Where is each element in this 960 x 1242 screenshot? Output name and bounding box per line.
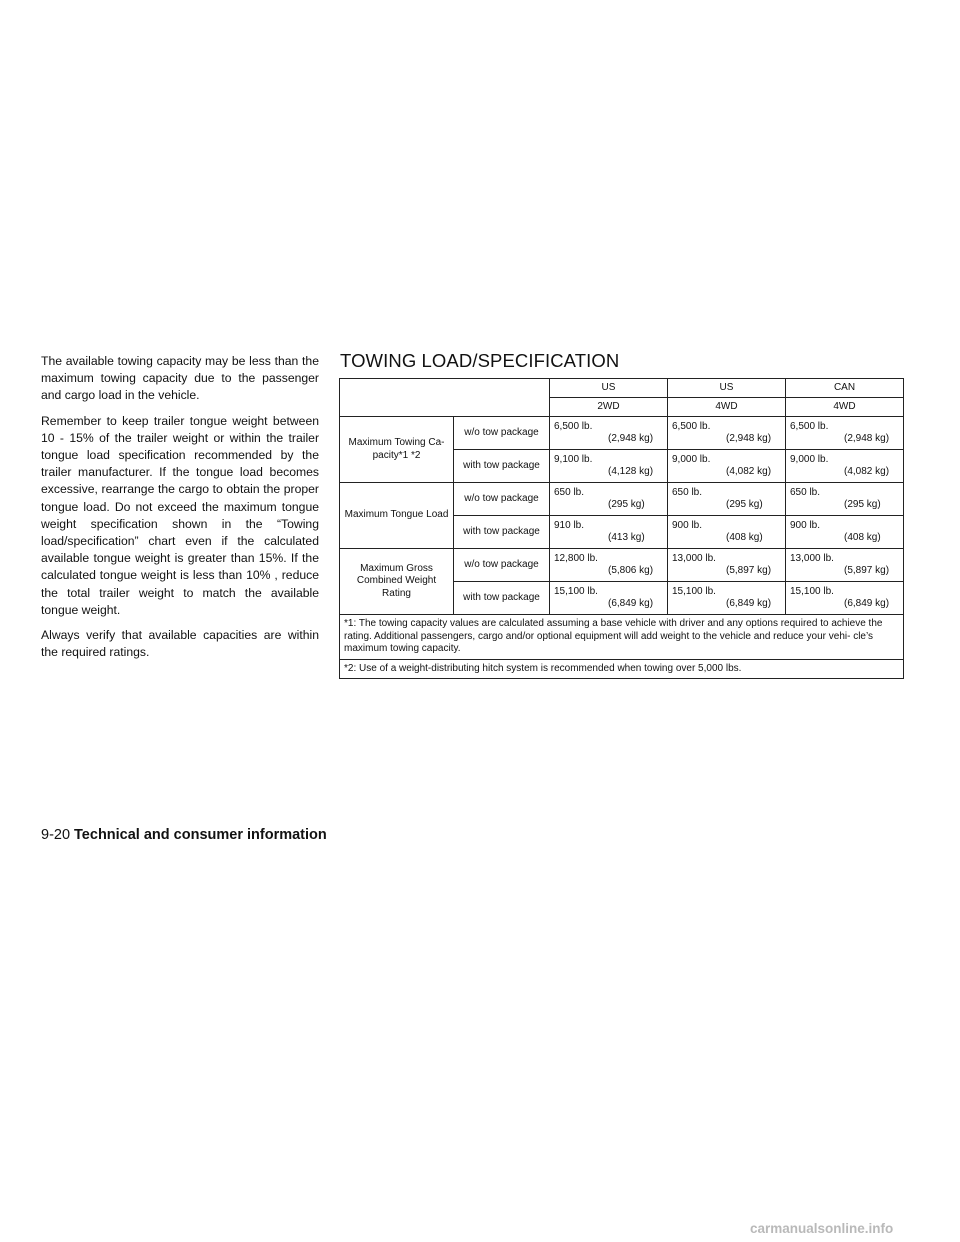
value-pounds: 900 lb. bbox=[672, 519, 703, 531]
towing-spec-table bbox=[339, 378, 904, 679]
value-kilograms: (295 kg) bbox=[608, 499, 645, 510]
spec-value-cell bbox=[786, 582, 904, 615]
drive-header: 2WD bbox=[550, 398, 668, 417]
value-pounds: 650 lb. bbox=[554, 486, 585, 498]
table-row bbox=[340, 417, 904, 450]
value-pounds: 6,500 lb. bbox=[790, 420, 829, 432]
spec-value-cell bbox=[668, 450, 786, 483]
package-label: w/o tow package bbox=[454, 483, 550, 516]
watermark-text: carmanualsonline.info bbox=[750, 1221, 894, 1236]
spec-value-cell bbox=[668, 582, 786, 615]
page-number: 9-20 bbox=[41, 827, 71, 843]
intro-text-column bbox=[41, 353, 319, 669]
spec-value-cell bbox=[550, 582, 668, 615]
value-pounds: 650 lb. bbox=[790, 486, 821, 498]
package-label: with tow package bbox=[454, 450, 550, 483]
spec-value-cell bbox=[550, 516, 668, 549]
market-header: US bbox=[668, 379, 786, 398]
spec-value-cell bbox=[786, 417, 904, 450]
spec-value-cell bbox=[786, 483, 904, 516]
package-label: with tow package bbox=[454, 516, 550, 549]
spec-label: Maximum Tongue Load bbox=[340, 483, 454, 549]
footnote-row bbox=[340, 659, 904, 679]
footnote-row bbox=[340, 615, 904, 660]
value-kilograms: (6,849 kg) bbox=[608, 598, 654, 609]
value-kilograms: (2,948 kg) bbox=[726, 433, 772, 444]
drive-header: 4WD bbox=[668, 398, 786, 417]
footnote: *1: The towing capacity values are calculated assuming a base vehicle with driver and any options required to achieve the rating. Additional passengers, cargo and/or optional equipment will add weight to the vehicle and reduce your vehi- cle’s maximum towing capacity. bbox=[340, 615, 904, 660]
value-pounds: 13,000 lb. bbox=[672, 552, 716, 564]
value-pounds: 900 lb. bbox=[790, 519, 821, 531]
footnote: *2: Use of a weight-distributing hitch system is recommended when towing over 5,000 lbs. bbox=[340, 659, 904, 679]
value-pounds: 12,800 lb. bbox=[554, 552, 598, 564]
spec-value-cell bbox=[668, 417, 786, 450]
spec-value-cell bbox=[786, 450, 904, 483]
value-kilograms: (6,849 kg) bbox=[844, 598, 890, 609]
value-kilograms: (408 kg) bbox=[726, 532, 763, 543]
package-label: with tow package bbox=[454, 582, 550, 615]
value-kilograms: (4,128 kg) bbox=[608, 466, 654, 477]
page-footer bbox=[41, 827, 327, 843]
spec-value-cell bbox=[550, 417, 668, 450]
value-kilograms: (295 kg) bbox=[726, 499, 763, 510]
market-header: US bbox=[550, 379, 668, 398]
spec-value-cell bbox=[550, 549, 668, 582]
spec-value-cell bbox=[786, 549, 904, 582]
spec-value-cell bbox=[550, 450, 668, 483]
header-row-market bbox=[340, 379, 904, 398]
section-title: TOWING LOAD/SPECIFICATION bbox=[340, 350, 620, 371]
value-kilograms: (4,082 kg) bbox=[844, 466, 890, 477]
value-pounds: 9,000 lb. bbox=[672, 453, 711, 465]
package-label: w/o tow package bbox=[454, 549, 550, 582]
table-row bbox=[340, 483, 904, 516]
value-kilograms: (2,948 kg) bbox=[608, 433, 654, 444]
table-row bbox=[340, 549, 904, 582]
value-pounds: 6,500 lb. bbox=[554, 420, 593, 432]
package-label: w/o tow package bbox=[454, 417, 550, 450]
drive-header: 4WD bbox=[786, 398, 904, 417]
value-kilograms: (295 kg) bbox=[844, 499, 881, 510]
spec-label: Maximum Towing Ca- pacity*1 *2 bbox=[340, 417, 454, 483]
value-pounds: 9,100 lb. bbox=[554, 453, 593, 465]
spec-value-cell bbox=[668, 549, 786, 582]
spec-label: Maximum Gross Combined Weight Rating bbox=[340, 549, 454, 615]
value-pounds: 9,000 lb. bbox=[790, 453, 829, 465]
value-kilograms: (413 kg) bbox=[608, 532, 645, 543]
value-kilograms: (6,849 kg) bbox=[726, 598, 772, 609]
value-kilograms: (5,897 kg) bbox=[726, 565, 772, 576]
value-pounds: 6,500 lb. bbox=[672, 420, 711, 432]
paragraph-tongue-weight: Remember to keep trailer tongue weight between 10 - 15% of the trailer weight or within the trailer tongue load specification recommended by the trailer manufacturer. If the tongue load becomes excessive, rearrange the cargo to obtain the proper tongue load. Do not exceed the maximum tongue weight specification shown in the “Towing load/specification” chart even if the calculated available tongue weight is greater than 15%. If the calculated tongue weight is less than 10% , reduce the total trailer weight to match the available tongue weight. bbox=[41, 413, 319, 617]
value-kilograms: (5,806 kg) bbox=[608, 565, 654, 576]
value-pounds: 910 lb. bbox=[554, 519, 585, 531]
chapter-title: Technical and consumer information bbox=[74, 827, 327, 843]
value-kilograms: (2,948 kg) bbox=[844, 433, 890, 444]
value-pounds: 15,100 lb. bbox=[554, 585, 598, 597]
spec-value-cell bbox=[668, 483, 786, 516]
header-blank-cell bbox=[340, 379, 550, 417]
value-kilograms: (408 kg) bbox=[844, 532, 881, 543]
value-pounds: 650 lb. bbox=[672, 486, 703, 498]
value-pounds: 13,000 lb. bbox=[790, 552, 834, 564]
paragraph-verify: Always verify that available capacities are within the required ratings. bbox=[41, 628, 319, 660]
spec-value-cell bbox=[786, 516, 904, 549]
value-kilograms: (5,897 kg) bbox=[844, 565, 890, 576]
value-kilograms: (4,082 kg) bbox=[726, 466, 772, 477]
market-header: CAN bbox=[786, 379, 904, 398]
spec-value-cell bbox=[668, 516, 786, 549]
value-pounds: 15,100 lb. bbox=[672, 585, 716, 597]
paragraph-capacity: The available towing capacity may be less than the maximum towing capacity due to the passenger and cargo load in the vehicle. bbox=[41, 354, 319, 403]
spec-value-cell bbox=[550, 483, 668, 516]
value-pounds: 15,100 lb. bbox=[790, 585, 834, 597]
